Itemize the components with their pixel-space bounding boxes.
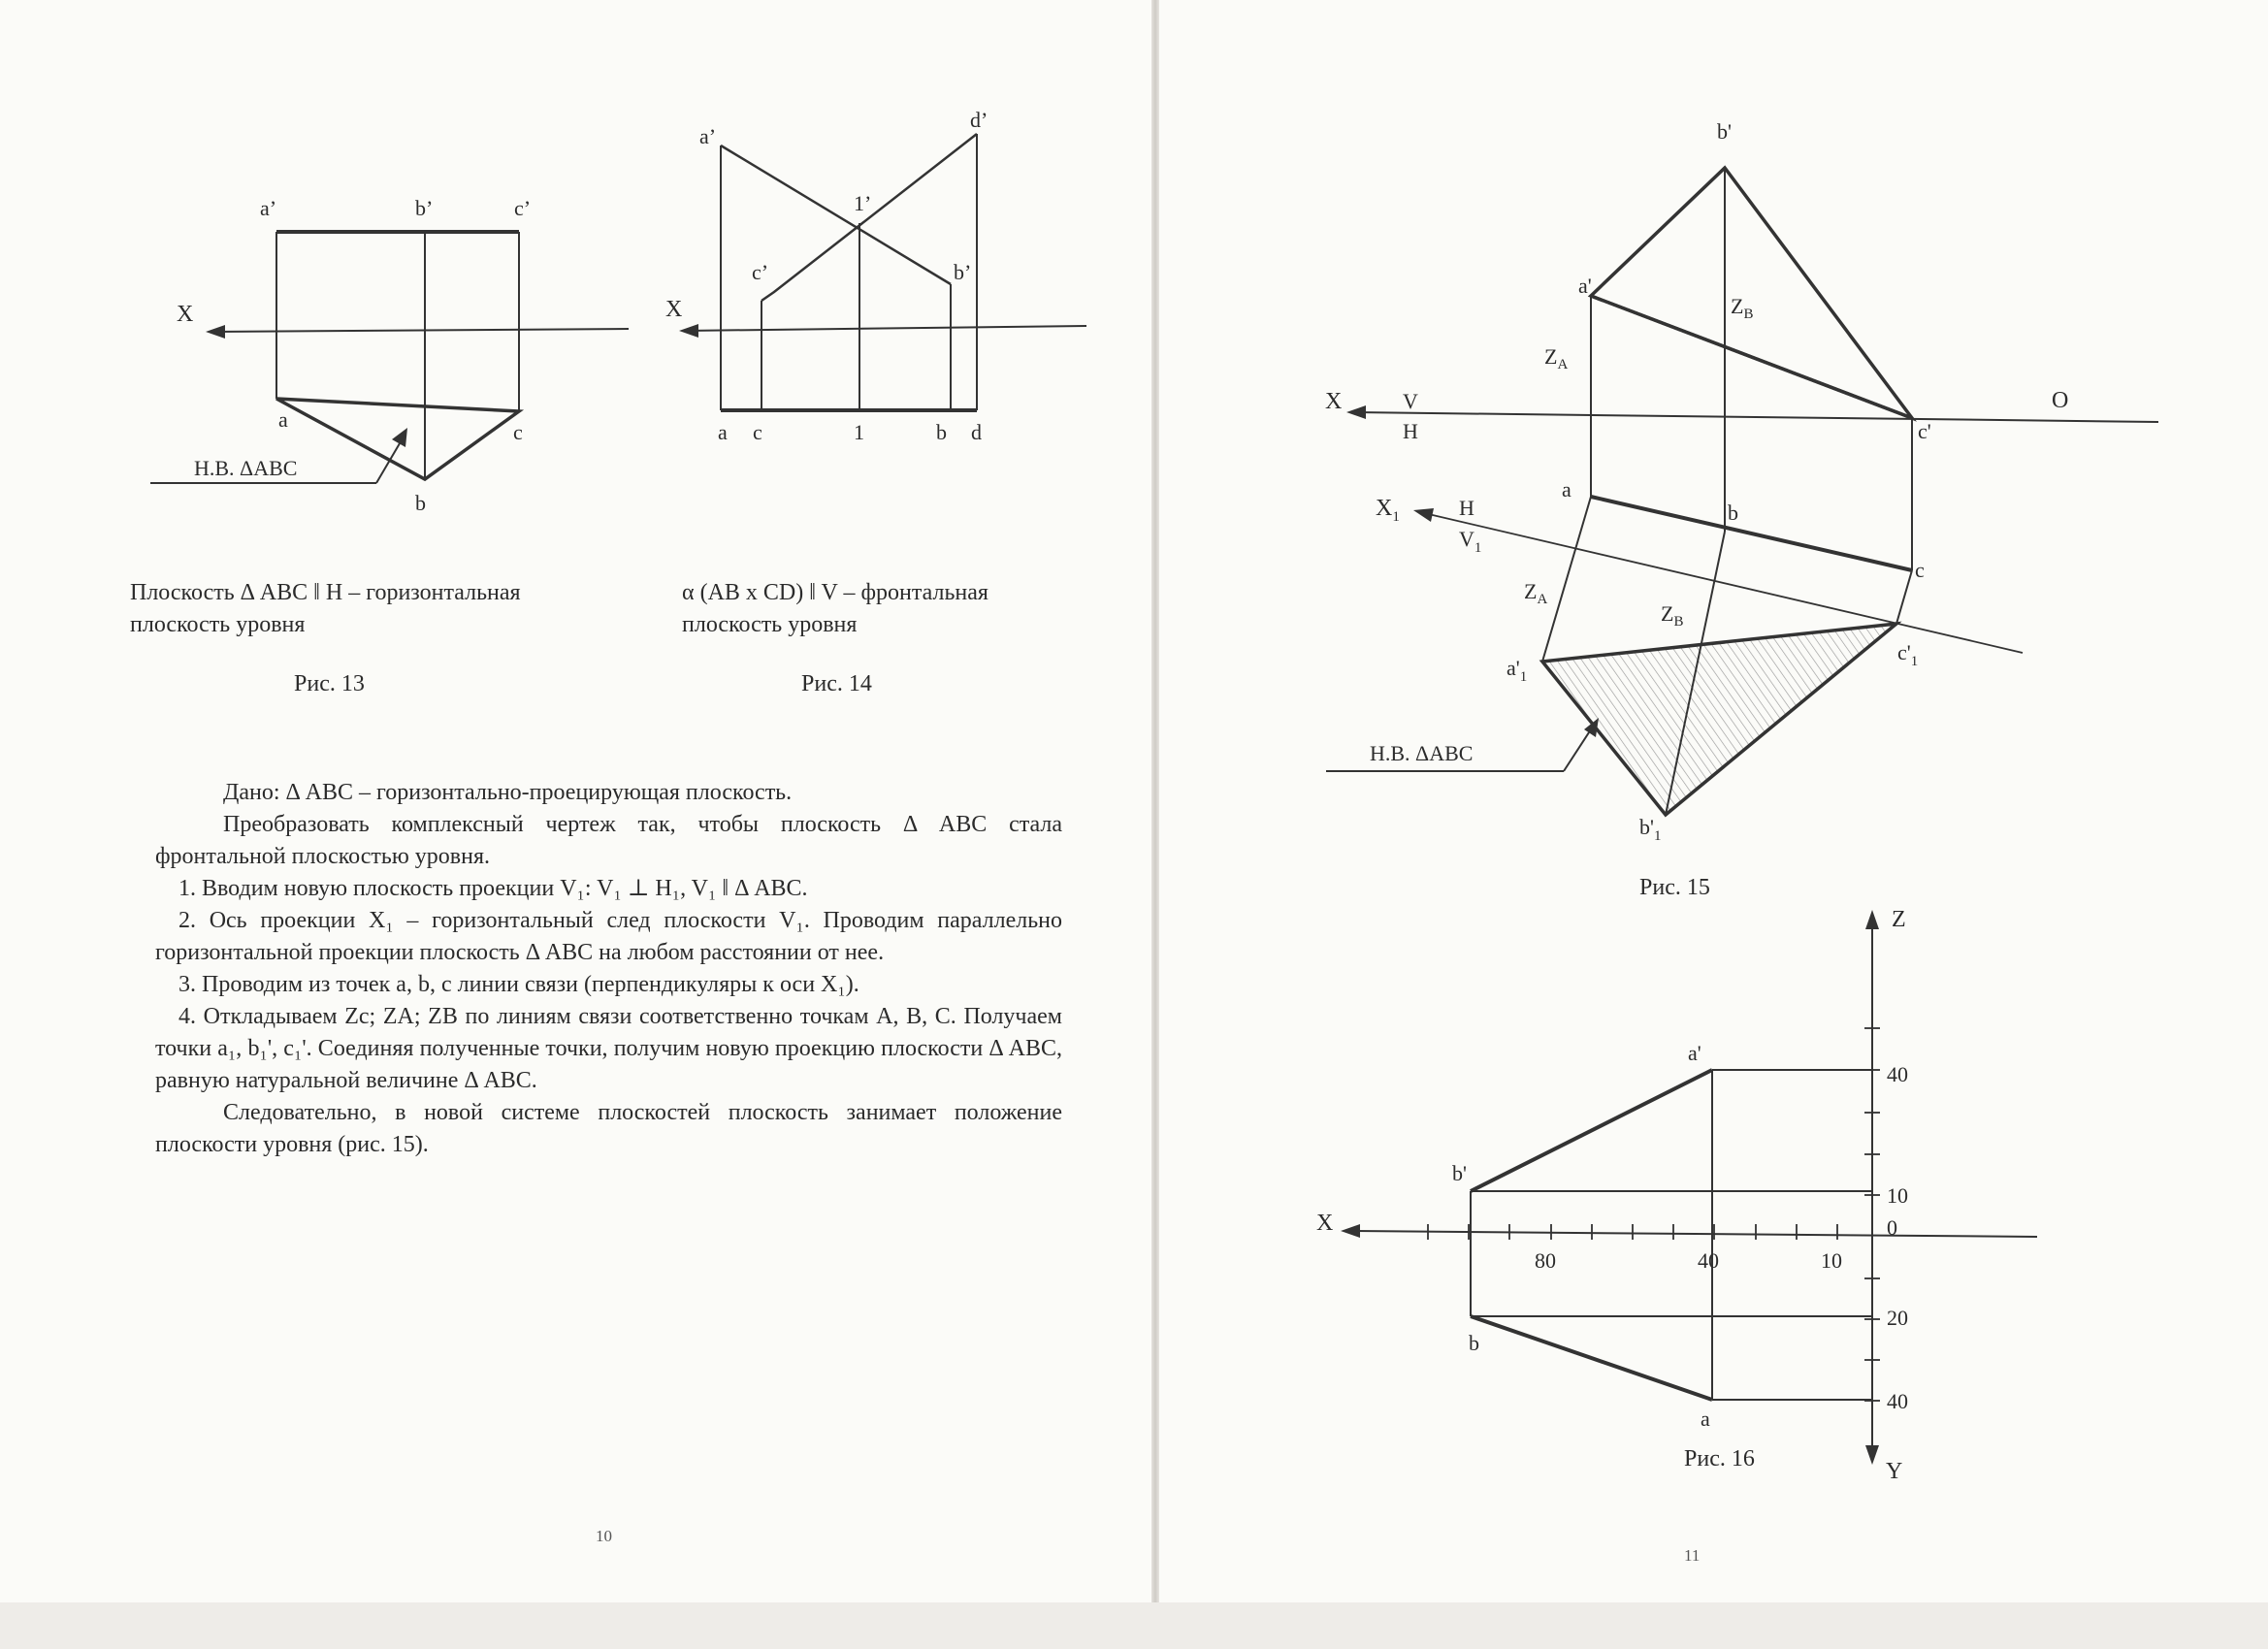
figure-16-labels xyxy=(1316,907,1908,1484)
fig14-point-1: 1 xyxy=(854,420,864,444)
fig15-axis-v: V xyxy=(1403,389,1418,413)
fig15-za-top: $Z_A$ xyxy=(1544,344,1569,372)
conclusion-paragraph: Следовательно, в новой системе плоскостей плоскость занимает положение плоскости уровня (рис. 15). xyxy=(155,1100,1062,1157)
left-page-number: 10 xyxy=(596,1527,612,1545)
fig15-point-c-prime: c' xyxy=(1918,419,1931,443)
right-page-number: 11 xyxy=(1684,1546,1701,1565)
fig16-axis-y: Y xyxy=(1886,1459,1903,1484)
fig16-point-b-prime: b' xyxy=(1452,1161,1467,1185)
fig16-axis-z: Z xyxy=(1892,907,1906,932)
fig15-point-b1: $b'_1$ xyxy=(1639,815,1662,844)
figure-14-labels xyxy=(665,108,988,444)
fig13-point-a-prime: a’ xyxy=(260,196,277,220)
fig15-point-c1: $c'_1$ xyxy=(1897,640,1919,669)
fig13-point-c-prime: c’ xyxy=(514,196,532,220)
figure-16 xyxy=(1341,910,2037,1465)
fig13-caption xyxy=(130,577,634,641)
fig13-point-c: c xyxy=(513,420,523,444)
figure-15 xyxy=(1326,168,2158,815)
fig16-x-tick-80: 80 xyxy=(1535,1248,1556,1273)
fig15-axis-x1: $X_1$ xyxy=(1376,496,1400,525)
fig16-z-tick-10: 10 xyxy=(1887,1183,1908,1208)
fig15-axis-h: H xyxy=(1403,419,1418,443)
fig14-point-b-prime: b’ xyxy=(954,260,972,284)
fig15-axis-o: O xyxy=(2052,388,2069,413)
fig16-point-b: b xyxy=(1469,1331,1479,1355)
fig13-caption-line2: плоскость уровня xyxy=(130,612,306,637)
fig15-zb-bottom: $Z_B$ xyxy=(1661,601,1684,630)
fig16-y-tick-20: 20 xyxy=(1887,1306,1908,1330)
fig14-point-d: d xyxy=(971,420,982,444)
fig14-caption-line2: плоскость уровня xyxy=(682,612,858,637)
fig15-point-b: b xyxy=(1728,501,1738,525)
fig15-annotation: Н.В. ΔАВС xyxy=(1370,741,1474,765)
fig13-caption-line1: Плоскость Δ ABC ǁ H – горизонтальная xyxy=(130,580,521,605)
fig15-label: Рис. 15 xyxy=(1639,875,1710,900)
fig16-x-tick-40: 40 xyxy=(1698,1248,1719,1273)
fig13-annotation: Н.В. ΔАВС xyxy=(194,456,298,480)
fig16-y-tick-40: 40 xyxy=(1887,1389,1908,1413)
fig16-x-tick-10: 10 xyxy=(1821,1248,1842,1273)
fig16-axis-x: X xyxy=(1316,1211,1334,1236)
step1-paragraph: 1. Вводим новую плоскость проекции V₁: V₁ ⊥ H₁, V₁ ǁ Δ ABC. xyxy=(178,876,808,901)
fig14-point-a: a xyxy=(718,420,728,444)
fig15-za-bottom: $Z_A$ xyxy=(1524,579,1548,607)
fig14-point-a-prime: a’ xyxy=(699,124,717,148)
fig15-point-b-prime: b' xyxy=(1717,119,1732,144)
fig14-label: Рис. 14 xyxy=(801,671,872,696)
fig13-axis-x: X xyxy=(177,302,194,327)
fig14-point-b: b xyxy=(936,420,947,444)
fig15-point-c: c xyxy=(1915,558,1925,582)
left-page-body xyxy=(155,777,1062,1161)
fig13-label: Рис. 13 xyxy=(294,671,365,696)
fig16-point-a-prime: a' xyxy=(1688,1041,1701,1065)
fig16-z-tick-40: 40 xyxy=(1887,1062,1908,1086)
fig15-axis-v1: $V_1$ xyxy=(1459,527,1482,556)
fig14-point-1-prime: 1’ xyxy=(854,191,872,215)
fig15-point-a-prime: a' xyxy=(1578,274,1592,298)
figure-13 xyxy=(150,232,629,483)
figure-13-labels xyxy=(177,196,531,515)
figure-14 xyxy=(679,134,1086,410)
fig16-label: Рис. 16 xyxy=(1684,1446,1755,1471)
task-paragraph: Преобразовать комплексный чертеж так, чтобы плоскость Δ ABC стала фронтальной плоскостью уровня. xyxy=(155,812,1062,869)
fig13-point-a: a xyxy=(278,407,288,432)
fig15-zb-top: $Z_B$ xyxy=(1731,294,1754,322)
step3-paragraph: 3. Проводим из точек a, b, c линии связи (перпендикуляры к оси X₁). xyxy=(178,972,859,997)
fig14-point-d-prime: d’ xyxy=(970,108,988,132)
fig13-point-b-prime: b’ xyxy=(415,196,434,220)
fig15-axis-x: X xyxy=(1325,389,1343,414)
given-paragraph: Дано: Δ ABC – горизонтально-проецирующая плоскость. xyxy=(223,780,793,805)
fig14-caption-line1: α (AB x CD) ǁ V – фронтальная xyxy=(682,580,988,605)
fig15-point-a: a xyxy=(1562,477,1571,501)
fig15-point-a1: $a'_1$ xyxy=(1507,656,1528,685)
fig14-caption xyxy=(682,577,1089,641)
fig14-point-c-prime: c’ xyxy=(752,260,769,284)
fig15-axis-h2: H xyxy=(1459,496,1474,520)
fig14-axis-x: X xyxy=(665,297,683,322)
step4-paragraph: 4. Откладываем Zc; ZA; ZB по линиям связи соответственно точкам A, B, C. Получаем точки a₁, b₁', c₁'. Соединяя полученные точки, получим новую проекцию плоскости Δ ABC, равную натуральной величине Δ ABC. xyxy=(155,1004,1062,1093)
fig13-point-b: b xyxy=(415,491,426,515)
fig14-point-c: c xyxy=(753,420,762,444)
fig16-z-tick-0: 0 xyxy=(1887,1215,1897,1240)
step2-paragraph: 2. Ось проекции X₁ – горизонтальный след плоскости V₁. Проводим параллельно горизонтальной проекции плоскость Δ ABC на любом расстоянии от нее. xyxy=(155,908,1062,965)
fig16-point-a: a xyxy=(1701,1406,1710,1431)
